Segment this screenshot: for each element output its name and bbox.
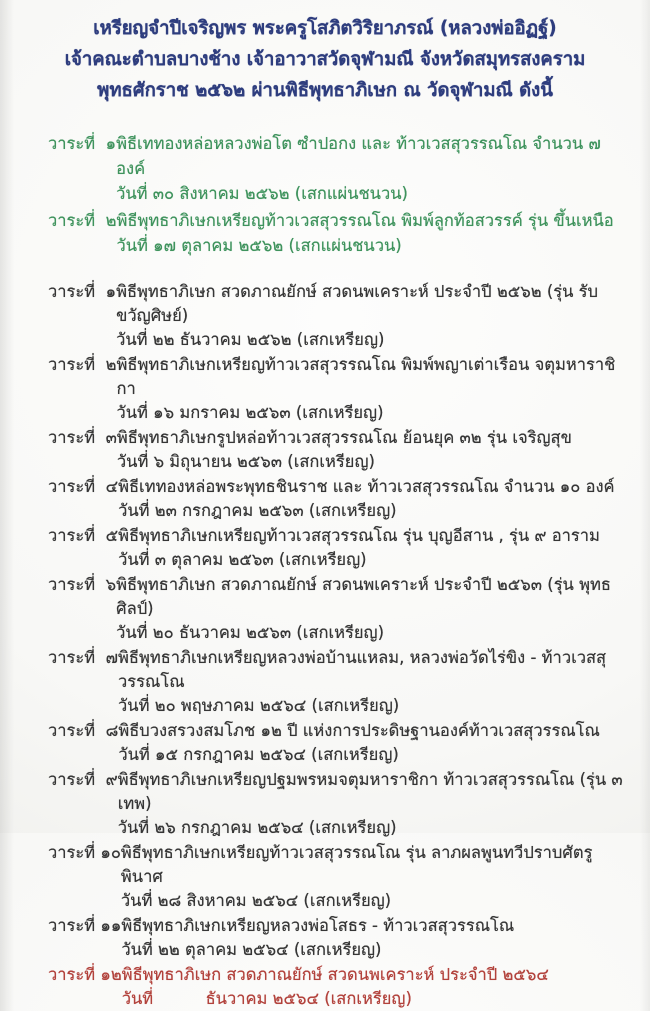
item-date: วันที่ ๒๒ ตุลาคม ๒๕๖๔ (เสกเหรียญ)	[121, 940, 382, 959]
item-title: พิธีพุทธาภิเษกเหรียญท้าวเวสสุวรรณโณ รุ่น ลาภผลพูนทวีปราบศัตรูพินาศ	[120, 843, 593, 886]
item-date: วันที่ ๒๐ ธันวาคม ๒๕๖๓ (เสกเหรียญ)	[116, 623, 385, 642]
item-date: วันที่ ๒๐ พฤษภาคม ๒๕๖๔ (เสกเหรียญ)	[118, 696, 400, 715]
item-date: วันที่ ๑๗ ตุลาคม ๒๕๖๒ (เสกแผ่นชนวน)	[116, 236, 402, 255]
item-content	[117, 353, 631, 425]
item-date: วันที่ ๒๘ สิงหาคม ๒๕๖๔ (เสกเหรียญ)	[120, 891, 392, 910]
list-item	[48, 573, 630, 645]
item-date: วันที่ ๓ ตุลาคม ๒๕๖๓ (เสกเหรียญ)	[118, 550, 367, 569]
list-item	[48, 475, 630, 523]
item-content	[116, 280, 630, 352]
item-date: วันที่ ธันวาคม ๒๕๖๔ (เสกเหรียญ)	[121, 989, 412, 1008]
item-label: วาระที่ ๑๑	[48, 916, 122, 935]
item-label: วาระที่ ๑๒	[48, 965, 122, 984]
item-label: วาระที่ ๙	[48, 770, 118, 789]
item-title: พิธีบวงสรวงสมโภช ๑๒ ปี แห่งการประดิษฐานองค์ท้าวเวสสุวรรณโณ	[118, 721, 600, 740]
item-title: พิธีเททองหล่อพระพุทธชินราช และ ท้าวเวสสุวรรณโณ จำนวน ๑๐ องค์	[118, 477, 615, 496]
item-title: พิธีพุทธาภิเษกเหรียญปฐมพรหมจตุมหาราชิกา ท้าวเวสสุวรรณโณ (รุ่น ๓ เทพ)	[117, 770, 628, 813]
item-content	[116, 131, 630, 206]
item-date: วันที่ ๒๒ ธันวาคม ๒๕๖๒ (เสกเหรียญ)	[116, 330, 385, 349]
list-item	[48, 131, 630, 206]
item-title: พิธีพุทธาภิเษก สวดภาณยักษ์ สวดนพเคราะห์ ประจำปี ๒๕๖๓ (รุ่น พุทธศิลป์)	[116, 575, 611, 618]
document-header	[0, 0, 650, 106]
item-content	[118, 768, 630, 840]
item-title: พิธีพุทธาภิเษกเหรียญหลวงพ่อบ้านแหลม, หลวงพ่อวัดไร่ขิง - ท้าวเวสสุวรรณโณ	[118, 648, 607, 691]
item-label: วาระที่ ๓	[48, 428, 117, 447]
item-label: วาระที่ ๕	[48, 526, 119, 545]
section-final-entry	[48, 963, 630, 1011]
item-content	[116, 573, 630, 645]
list-item	[48, 208, 630, 258]
list-item	[48, 524, 630, 572]
header-line-3: พุทธศักราช ๒๕๖๒ ผ่านพิธีพุทธาภิเษก ณ วัดจุฬามณี ดังนี้	[97, 80, 553, 101]
item-label: วาระที่ ๑	[48, 282, 117, 301]
item-title: พิธีพุทธาภิเษก สวดภาณยักษ์ สวดนพเคราะห์ ประจำปี ๒๕๖๔	[121, 965, 549, 984]
item-content	[118, 719, 630, 767]
list-item	[48, 353, 630, 425]
item-content	[121, 841, 630, 913]
item-date: วันที่ ๒๖ กรกฎาคม ๒๕๖๔ (เสกเหรียญ)	[117, 818, 397, 837]
item-content	[118, 646, 630, 718]
item-label: วาระที่ ๒	[48, 355, 117, 374]
list-item	[48, 914, 630, 962]
item-title: พิธีพุทธาภิเษก สวดภาณยักษ์ สวดนพเคราะห์ ประจำปี ๒๕๖๒ (รุ่น รับขวัญศิษย์)	[116, 282, 599, 325]
item-date: วันที่ ๖ มิถุนายน ๒๕๖๓ (เสกเหรียญ)	[116, 452, 375, 471]
header-line-1: เหรียญจำปีเจริญพร พระครูโสภิตวิริยาภรณ์ (หลวงพ่ออิฏฐ์)	[93, 18, 557, 39]
section-coin-blessings	[48, 280, 630, 962]
item-title: พิธีพุทธาภิเษกเหรียญท้าวเวสสุวรรณโณ พิมพ์ลูกท้อสวรรค์ รุ่น ขึ้นเหนือ	[116, 211, 614, 230]
list-item	[48, 768, 630, 840]
item-title: พิธีพุทธาภิเษกรูปหล่อท้าวเวสสุวรรณโณ ย้อนยุค ๓๒ รุ่น เจริญสุข	[116, 428, 572, 447]
item-label: วาระที่ ๗	[48, 648, 119, 667]
item-date: วันที่ ๑๕ กรกฎาคม ๒๕๖๔ (เสกเหรียญ)	[118, 745, 399, 764]
item-title: พิธีพุทธาภิเษกเหรียญท้าวเวสสุวรรณโณ รุ่น บุญอีสาน , รุ่น ๙ อาราม	[118, 526, 600, 545]
item-title: พิธีพุทธาภิเษกเหรียญท้าวเวสสุวรรณโณ พิมพ์พญาเต่าเรือน จตุมหาราชิกา	[116, 355, 616, 398]
item-content	[117, 426, 630, 474]
item-content	[118, 524, 630, 572]
list-item	[48, 719, 630, 767]
list-item	[48, 280, 630, 352]
item-date: วันที่ ๓๐ สิงหาคม ๒๕๖๒ (เสกแผ่นชนวน)	[116, 184, 408, 203]
list-item	[48, 646, 630, 718]
item-content	[117, 208, 631, 258]
item-date: วันที่ ๑๖ มกราคม ๒๕๖๓ (เสกเหรียญ)	[116, 403, 384, 422]
list-item	[48, 963, 630, 1011]
header-line-2: เจ้าคณะตำบลบางช้าง เจ้าอาวาสวัดจุฬามณี จังหวัดสมุทรสงคราม	[64, 49, 586, 70]
item-label: วาระที่ ๔	[48, 477, 119, 496]
item-title: พิธีเททองหล่อหลวงพ่อโต ซำปอกง และ ท้าวเวสสุวรรณโณ จำนวน ๗ องค์	[116, 134, 607, 178]
item-content	[121, 914, 630, 962]
item-label: วาระที่ ๒	[48, 211, 117, 230]
item-title: พิธีพุทธาภิเษกเหรียญหลวงพ่อโสธร - ท้าวเวสสุวรรณโณ	[121, 916, 515, 935]
item-label: วาระที่ ๑๐	[48, 843, 121, 862]
agenda-list	[0, 106, 650, 1011]
item-content	[118, 475, 630, 523]
section-chanuan-plates	[48, 131, 630, 258]
item-label: วาระที่ ๘	[48, 721, 119, 740]
item-content	[122, 963, 630, 1011]
list-item	[48, 426, 630, 474]
section-divider	[48, 260, 630, 280]
item-label: วาระที่ ๖	[48, 575, 117, 594]
item-date: วันที่ ๒๓ กรกฎาคม ๒๕๖๓ (เสกเหรียญ)	[118, 501, 397, 520]
list-item	[48, 841, 630, 913]
item-label: วาระที่ ๑	[48, 134, 117, 153]
